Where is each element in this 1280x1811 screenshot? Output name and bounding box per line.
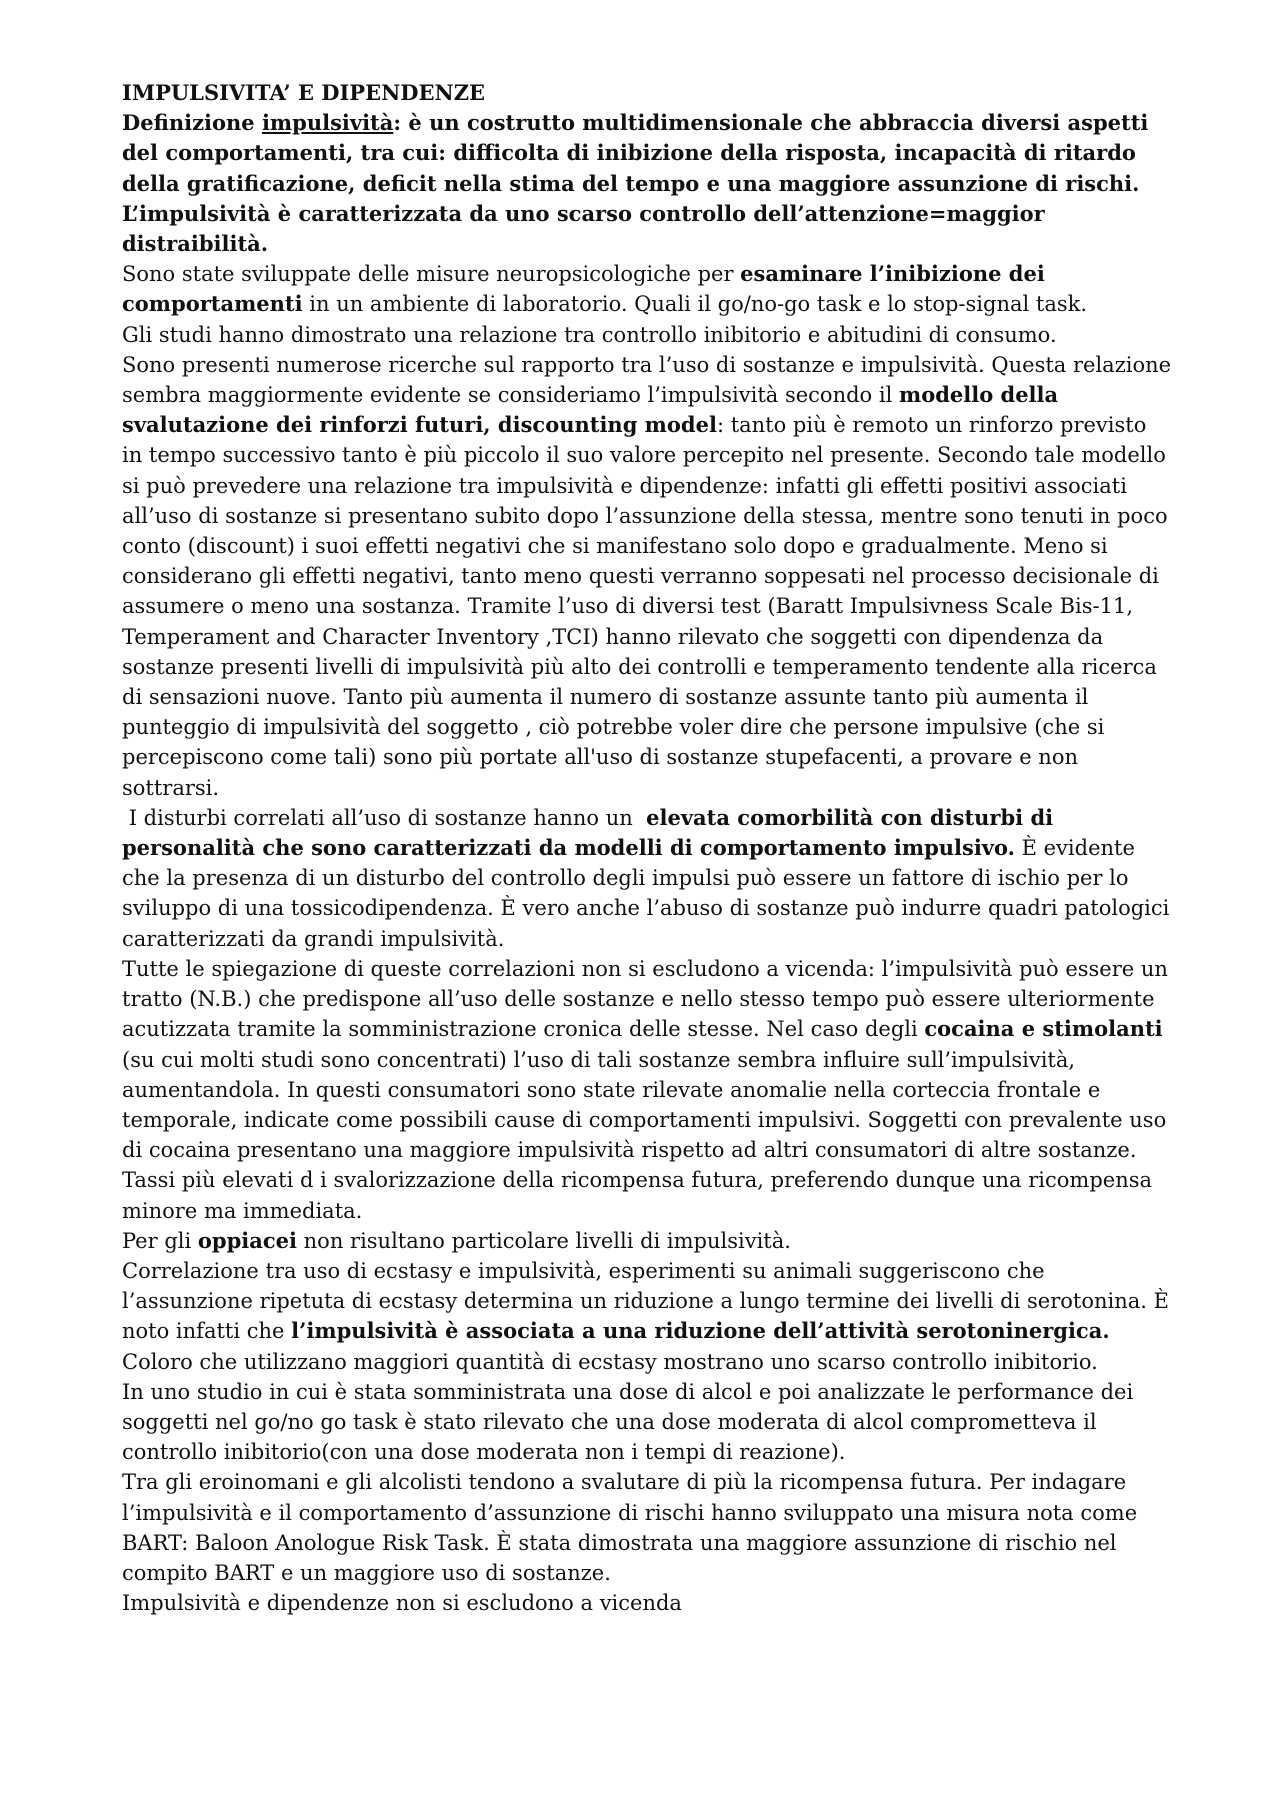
paragraph-conclusion: Impulsività e dipendenze non si escludono a vicenda — [122, 1591, 682, 1616]
bold-run: esaminare l’inibizione dei comportamenti — [122, 261, 1045, 317]
paragraph-ecstasy — [122, 1256, 1172, 1377]
text-run: Per gli — [122, 1228, 198, 1253]
paragraph-discounting-model — [122, 350, 1172, 803]
text-run: Sono state sviluppate delle misure neuropsicologiche per — [122, 262, 741, 287]
definition-term: impulsività — [261, 110, 394, 136]
bold-run: oppiacei — [197, 1227, 297, 1253]
paragraph-opiates — [122, 1226, 1172, 1256]
text-run: : tanto più è remoto un rinforzo previsto in tempo successivo tanto è più piccolo il suo valore percepito nel presente. Secondo tale modello si può prevedere una relazione tra impulsività e dipendenze: infatti gli effetti positivi associati all’uso di sostanze si presentano subito dopo l’assunzione della stessa, mentre sono tenuti in poco conto (discount) i suoi effetti negativi che si manifestano solo dopo e gradualmente. Meno si considerano gli effetti negativi, tanto meno questi verranno soppesati nel processo decisionale di assumere o meno una sostanza. Tramite l’uso di diversi test (Baratt Impulsivness Scale Bis-11, Temperament and Character Inventory ,TCI) hanno rilevato che soggetti con dipendenza da sostanze presenti livelli di impulsività più alto dei controlli e temperamento tendente alla ricerca di sensazioni nuove. Tanto più aumenta il numero di sostanze assunte tanto più aumenta il punteggio di impulsività del soggetto , ciò potrebbe voler dire che persone impulsive (che si percepiscono come tali) sono più portate all'uso di sostanze stupefacenti, a provare e non sottrarsi. — [122, 413, 1168, 800]
definition-label: Definizione — [122, 110, 262, 136]
text-run: Tutte le spiegazione di queste correlazioni non si escludono a vicenda: l’impulsività può essere un tratto (N.B.) che predispone all’uso delle sostanze e nello stesso tempo può essere ulteriormente acutizzata tramite la somministrazione cronica delle stesse. Nel caso degli — [122, 956, 1168, 1042]
bold-run: l’impulsività è associata a una riduzione dell’attività serotoninergica. — [291, 1318, 1110, 1344]
text-run: È evidente che la presenza di un disturbo del controllo degli impulsi può essere un fattore di ischio per lo sviluppo di una tossicodipendenza. È vero anche l’abuso di sostanze può indurre quadri patologici caratterizzati da grandi impulsività. — [122, 836, 1170, 951]
paragraph-comorbidity — [122, 803, 1172, 954]
text-run: (su cui molti studi sono concentrati) l’uso di tali sostanze sembra influire sull’impulsività, aumentandola. In questi consumatori sono state rilevate anomalie nella corteccia frontale e temporale, indicate come possibili cause di comportamenti impulsivi. Soggetti con prevalente uso di cocaina presentano una maggiore impulsività rispetto ad altri consumatori di altre sostanze. Tassi più elevati d i svalorizzazione della ricompensa futura, preferendo dunque una ricompensa minore ma immediata. — [122, 1047, 1167, 1223]
paragraph-alcohol-study: In uno studio in cui è stata somministrata una dose di alcol e poi analizzate le performance dei soggetti nel go/no go task è stato rilevato che una dose moderata di alcol comprometteva il controllo inibitorio(con una dose moderata non i tempi di reazione). — [122, 1379, 1134, 1465]
definition-paragraph — [122, 108, 1172, 259]
document-title: IMPULSIVITA’ E DIPENDENZE — [122, 80, 486, 105]
text-run: I disturbi correlati all’uso di sostanze hanno un — [122, 805, 647, 830]
bold-run: modello della svalutazione dei rinforzi futuri, discounting model — [122, 382, 1059, 438]
paragraph-studies: Gli studi hanno dimostrato una relazione tra controllo inibitorio e abitudini di consumo. — [122, 322, 1057, 347]
paragraph-bart: Tra gli eroinomani e gli alcolisti tendono a svalutare di più la ricompensa futura. Per indagare l’impulsività e il comportamento d’assunzione di rischi hanno sviluppato una misura nota come BART: Baloon Anologue Risk Task. È stata dimostrata una maggiore assunzione di rischio nel compito BART e un maggiore uso di sostanze. — [122, 1470, 1138, 1585]
bold-run: cocaina e stimolanti — [924, 1016, 1163, 1042]
bold-run: elevata comorbilità con disturbi di personalità che sono caratterizzati da modelli di comportamento impulsivo. — [122, 804, 1054, 861]
text-run: Sono presenti numerose ricerche sul rapporto tra l’uso di sostanze e impulsività. Questa relazione sembra maggiormente evidente se consideriamo l’impulsività secondo il — [122, 352, 1172, 408]
text-run: Coloro che utilizzano maggiori quantità di ecstasy mostrano uno scarso controllo inibitorio. — [122, 1349, 1098, 1374]
paragraph-neuropsych-measures — [122, 259, 1172, 319]
text-run: non risultano particolare livelli di impulsività. — [296, 1228, 791, 1253]
paragraph-cocaine — [122, 954, 1172, 1226]
text-run: in un ambiente di laboratorio. Quali il go/no-go task e lo stop-signal task. — [302, 292, 1088, 317]
text-run: Correlazione tra uso di ecstasy e impulsività, esperimenti su animali suggeriscono che l’assunzione ripetuta di ecstasy determina un riduzione a lungo termine dei livelli di serotonina. È noto infatti che — [122, 1258, 1169, 1344]
definition-text: : è un costrutto multidimensionale che abbraccia diversi aspetti del comportamenti, tra cui: difficolta di inibizione della risposta, incapacità di ritardo della gratificazione, deficit nella stima del tempo e una maggiore assunzione di rischi. L’impulsività è caratterizzata da uno scarso controllo dell’attenzione=maggior distraibilità. — [122, 110, 1149, 257]
document-page — [122, 78, 1172, 1618]
